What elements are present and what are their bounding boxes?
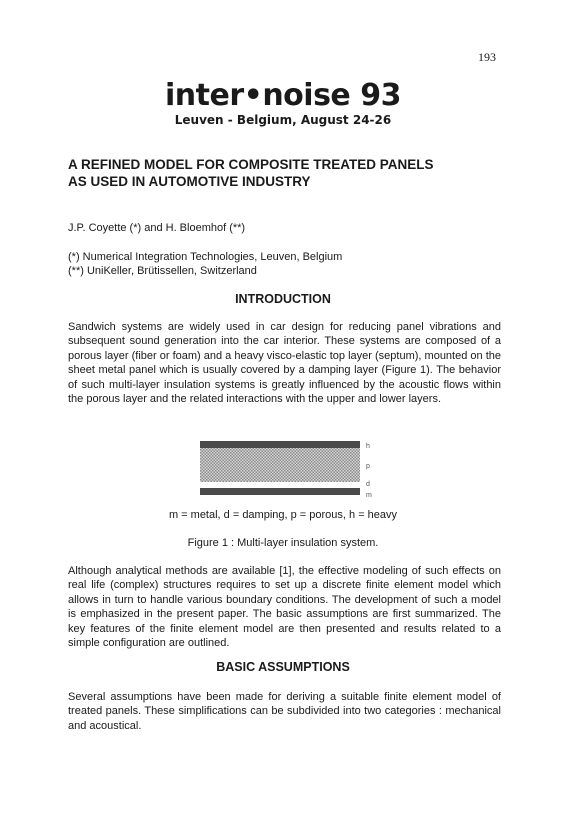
basic-assumptions-paragraph-1: Several assumptions have been made for deriving a suitable finite element model of treated panels. These simplifications can be subdivided into two categories : mechanical and acoustical. bbox=[68, 691, 501, 732]
figure-legend: m = metal, d = damping, p = porous, h = heavy bbox=[168, 509, 398, 521]
authors: J.P. Coyette (*) and H. Bloemhof (**) bbox=[68, 222, 246, 234]
paper-title-line-1: A REFINED MODEL FOR COMPOSITE TREATED PANELS bbox=[68, 157, 434, 172]
figure-1 bbox=[200, 440, 370, 500]
heavy-layer bbox=[200, 441, 360, 448]
label-p: p bbox=[366, 463, 370, 470]
affiliation-2: (**) UniKeller, Brütissellen, Switzerland bbox=[68, 265, 257, 277]
metal-layer bbox=[200, 488, 360, 495]
layer-diagram bbox=[200, 440, 370, 500]
page-number: 193 bbox=[478, 50, 496, 64]
conference-title: inter•noise 93 bbox=[165, 78, 401, 113]
conference-subtitle: Leuven - Belgium, August 24-26 bbox=[174, 113, 392, 127]
introduction-paragraph-1: Sandwich systems are widely used in car design for reducing panel vibrations and subsequent sound generation into the car interior. These systems are composed of a porous layer (fiber or foam) and a heavy visco-elastic top layer (septum), mounted on the sheet metal panel which is usually covered by a damping layer (Figure 1). The behavior of such multi-layer insulation systems is greatly influenced by the acoustic flows within the porous layer and the related interactions with the upper and lower layers. bbox=[68, 321, 501, 406]
introduction-paragraph-2: Although analytical methods are available [1], the effective modeling of such effects on real life (complex) structures requires to set up a discrete finite element model which allows in turn to handle various boundary conditions. The development of such a model is emphasized in the present paper. The basic assumptions are first summarized. The key features of the finite element model are then presented and results related to a simple configuration are outlined. bbox=[68, 565, 501, 650]
basic-assumptions-heading: BASIC ASSUMPTIONS bbox=[216, 660, 350, 674]
figure-caption: Figure 1 : Multi-layer insulation system. bbox=[187, 537, 379, 549]
porous-layer bbox=[200, 448, 360, 482]
label-m: m bbox=[366, 492, 372, 499]
damping-layer bbox=[200, 482, 360, 487]
paper-title bbox=[68, 156, 508, 190]
introduction-heading: INTRODUCTION bbox=[235, 292, 331, 306]
paper-title-line-2: AS USED IN AUTOMOTIVE INDUSTRY bbox=[68, 174, 311, 189]
label-d: d bbox=[366, 481, 370, 488]
affiliation-1: (*) Numerical Integration Technologies, Leuven, Belgium bbox=[68, 251, 343, 263]
label-h: h bbox=[366, 443, 370, 450]
